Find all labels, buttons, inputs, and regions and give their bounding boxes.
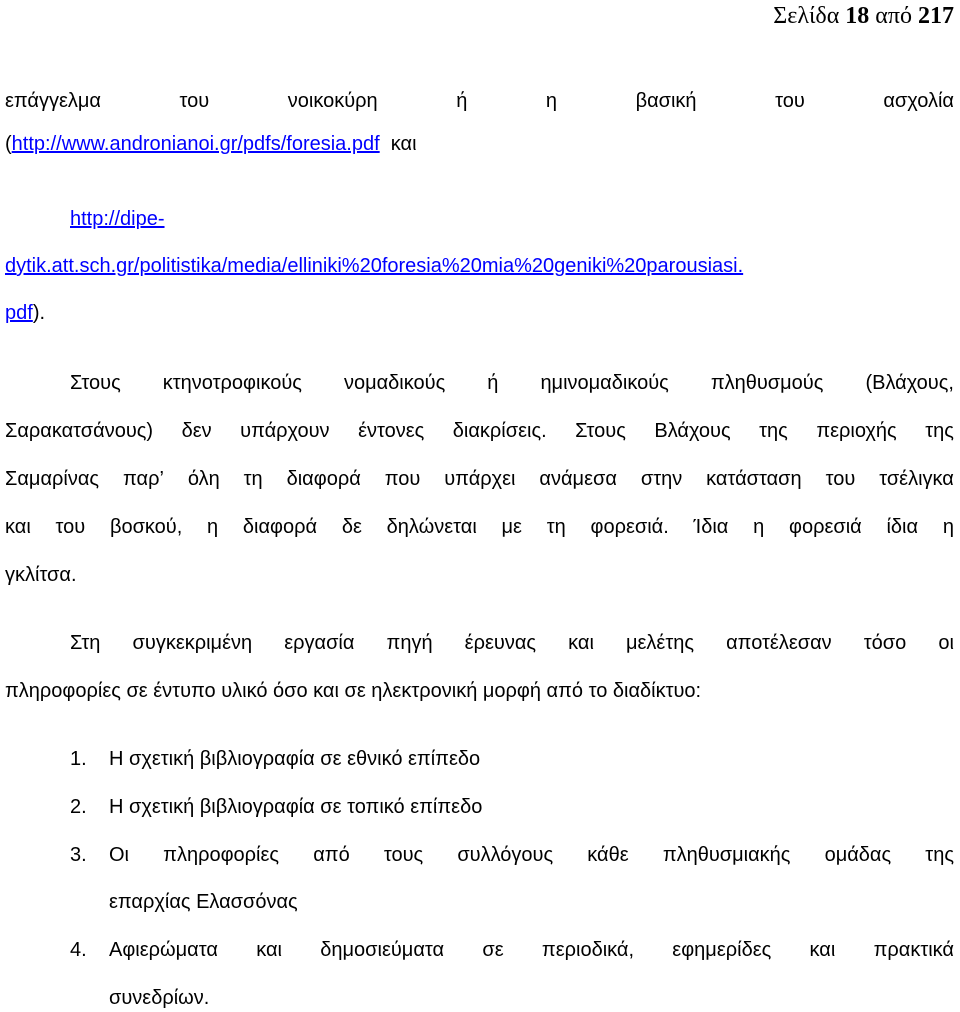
word: τη [243,468,263,490]
word: Στη [70,632,101,654]
word: τη [546,516,566,538]
word: η [545,90,558,112]
paragraph1-line4 [5,253,743,279]
dipe-link-part3[interactable]: pdf [5,302,33,324]
word: της [759,420,788,442]
paragraph2-line1 [70,370,954,396]
conjunction-text: και [390,133,417,155]
word: ασχολία [883,90,954,112]
dipe-link-part1[interactable]: http://dipe- [70,208,165,230]
word: έρευνας [464,632,537,654]
word: και [568,632,594,654]
word: της [925,844,954,866]
word: και [809,939,836,961]
foresia-pdf-link[interactable]: http://www.andronianoi.gr/pdfs/foresia.pdf [11,133,380,155]
word: Οι [109,844,129,866]
word: μελέτης [625,632,695,654]
word: δεν [181,420,212,442]
open-paren: ( [5,133,12,155]
word: σε [482,939,504,961]
page-header [773,2,954,30]
word: Ίδια [693,516,729,538]
list-item-number: 1. [70,748,87,770]
word: υπάρχει [444,468,516,490]
closing-text: ). [32,302,46,324]
word: συγκεκριμένη [132,632,253,654]
word: και [256,939,282,961]
word: από [313,844,350,866]
word: πληροφορίες [163,844,280,866]
word: όλη [187,468,220,490]
word: ημινομαδικούς [540,372,669,394]
word: του [179,90,210,112]
list-item-number: 4. [70,939,87,961]
word: υπάρχουν [240,420,330,442]
word: τσέλιγκα [879,468,954,490]
dipe-link-part2[interactable]: dytik.att.sch.gr/politistika/media/elliniki%20foresia%20mia%20geniki%20parousiasi. [5,255,744,277]
list-item-number: 3. [70,844,87,866]
word: τόσο [863,632,907,654]
paragraph1-line2 [5,131,417,157]
list-item-text: Η σχετική βιβλιογραφία σε τοπικό επίπεδο [109,796,483,818]
word: ή [456,90,468,112]
page-of-label: από [875,3,912,29]
total-pages-number: 217 [918,3,954,29]
list-item-text-line1 [109,937,954,963]
paragraph2-line5: γκλίτσα. [5,564,77,586]
word: της [925,420,954,442]
word: Βλάχους [654,420,731,442]
word: δημοσιεύματα [320,939,445,961]
word: ίδια [886,516,919,538]
paragraph2-line2 [5,418,954,444]
list-item-text-line1 [109,842,954,868]
word: ή [487,372,499,394]
word: διαφορά [286,468,361,490]
list-item-text: Η σχετική βιβλιογραφία σε εθνικό επίπεδο [109,748,481,770]
word: περιοδικά, [541,939,635,961]
word: έντονες [358,420,425,442]
word: βοσκού, [109,516,183,538]
word: δε [341,516,362,538]
word: οι [938,632,954,654]
word: του [775,90,805,112]
list-item-number: 2. [70,796,87,818]
word: εργασία [284,632,355,654]
paragraph1-line5 [5,300,45,326]
word: τους [383,844,424,866]
word: ανάμεσα [539,468,617,490]
word: περιοχής [816,420,897,442]
word: ομάδας [824,844,892,866]
paragraph3-line2: πληροφορίες σε έντυπο υλικό όσο και σε ηλεκτρονική μορφή από το διαδίκτυο: [5,680,702,702]
word: Στους [70,372,121,394]
word: βασική [635,90,697,112]
word: εφημερίδες [672,939,772,961]
paragraph2-line3 [5,466,954,492]
word: Στους [575,420,626,442]
word: νοικοκύρη [287,90,378,112]
word: με [501,516,522,538]
word: η [753,516,765,538]
word: συλλόγους [457,844,554,866]
word: πληθυσμούς [710,372,824,394]
word: του [55,516,86,538]
word: παρ’ [122,468,164,490]
word: Αφιερώματα [109,939,218,961]
paragraph1-line3 [70,206,165,232]
word: και [5,516,31,538]
paragraph2-line4 [5,514,954,540]
paragraph3-line1 [70,630,954,656]
current-page-number: 18 [845,3,870,29]
word: επάγγελμα [5,90,101,112]
word: κτηνοτροφικούς [162,372,302,394]
word: νομαδικούς [343,372,446,394]
list-item-text-line2: συνεδρίων. [109,987,210,1009]
word: φορεσιά [789,516,862,538]
word: στην [640,468,683,490]
word: Σαμαρίνας [5,468,100,490]
word: κατάσταση [706,468,802,490]
list-item-text-line2: επαρχίας Ελασσόνας [109,891,298,913]
word: πρακτικά [873,939,954,961]
word: διακρίσεις. [452,420,547,442]
word: (Βλάχους, [865,372,954,394]
word: που [384,468,421,490]
word: Σαρακατσάνους) [5,420,154,442]
page-label: Σελίδα [773,3,840,29]
word: διαφορά [242,516,318,538]
word: η [207,516,219,538]
word: πηγή [386,632,433,654]
word: φορεσιά. [590,516,669,538]
paragraph1-line1 [5,88,954,114]
word: πληθυσμιακής [662,844,791,866]
word: του [825,468,856,490]
word: δηλώνεται [386,516,477,538]
word: κάθε [587,844,629,866]
word: αποτέλεσαν [726,632,832,654]
word: η [942,516,954,538]
